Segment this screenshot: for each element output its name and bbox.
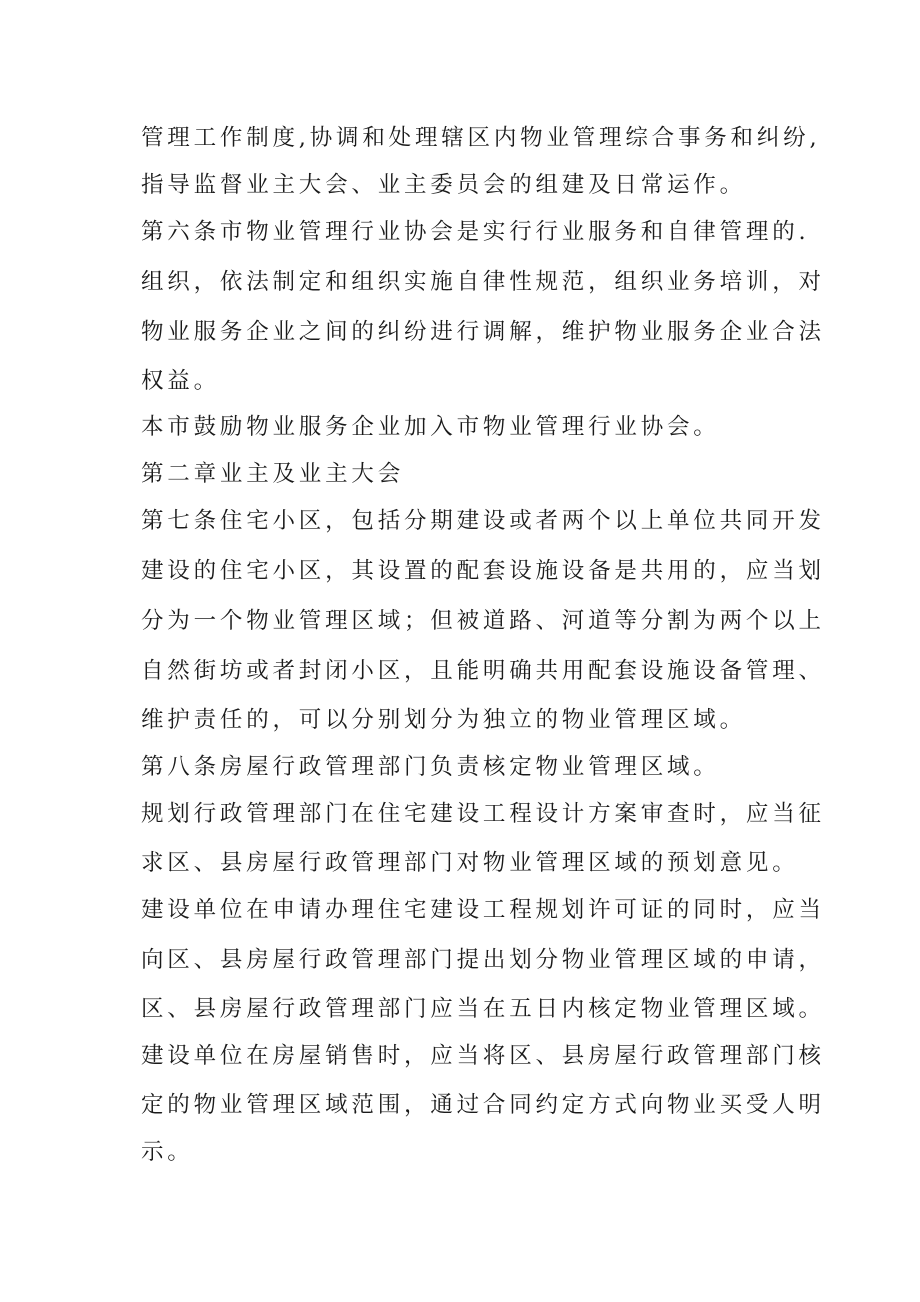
text-line: 第八条房屋行政管理部门负责核定物业管理区域。 bbox=[141, 754, 720, 780]
text-line: 第六条市物业管理行业协会是实行行业服务和自律管理的. bbox=[141, 219, 810, 245]
text-line: 向区、县房屋行政管理部门提出划分物业管理区域的申请， bbox=[141, 947, 825, 973]
text-line: 组织，依法制定和组织实施自律性规范，组织业务培训，对 bbox=[141, 269, 825, 295]
text-line: 建设的住宅小区，其设置的配套设施设备是共用的，应当划 bbox=[141, 558, 825, 584]
text-line: 建设单位在房屋销售时，应当将区、县房屋行政管理部门核 bbox=[141, 1043, 825, 1069]
text-line: 本市鼓励物业服务企业加入市物业管理行业协会。 bbox=[141, 414, 720, 440]
text-line: 区、县房屋行政管理部门应当在五日内核定物业管理区域。 bbox=[141, 996, 825, 1022]
chapter-heading: 第二章业主及业主大会 bbox=[141, 461, 405, 487]
text-line: 管理工作制度,协调和处理辖区内物业管理综合事务和纠纷, bbox=[141, 125, 821, 151]
text-line: 定的物业管理区域范围，通过合同约定方式向物业买受人明 bbox=[141, 1092, 825, 1118]
text-line: 求区、县房屋行政管理部门对物业管理区域的预划意见。 bbox=[141, 850, 799, 876]
text-line: 第七条住宅小区，包括分期建设或者两个以上单位共同开发 bbox=[141, 508, 825, 534]
text-line: 自然街坊或者封闭小区，且能明确共用配套设施设备管理、 bbox=[141, 658, 825, 684]
text-line: 建设单位在申请办理住宅建设工程规划许可证的同时，应当 bbox=[141, 897, 825, 923]
text-line: 物业服务企业之间的纠纷进行调解，维护物业服务企业合法 bbox=[141, 319, 825, 345]
text-line: 维护责任的，可以分别划分为独立的物业管理区域。 bbox=[141, 707, 746, 733]
text-line: 分为一个物业管理区域；但被道路、河道等分割为两个以上 bbox=[141, 608, 825, 634]
text-line: 指导监督业主大会、业主委员会的组建及日常运作。 bbox=[141, 172, 746, 198]
text-line: 权益。 bbox=[141, 368, 220, 394]
text-line: 规划行政管理部门在住宅建设工程设计方案审查时，应当征 bbox=[141, 801, 825, 827]
text-line: 示。 bbox=[141, 1139, 194, 1165]
